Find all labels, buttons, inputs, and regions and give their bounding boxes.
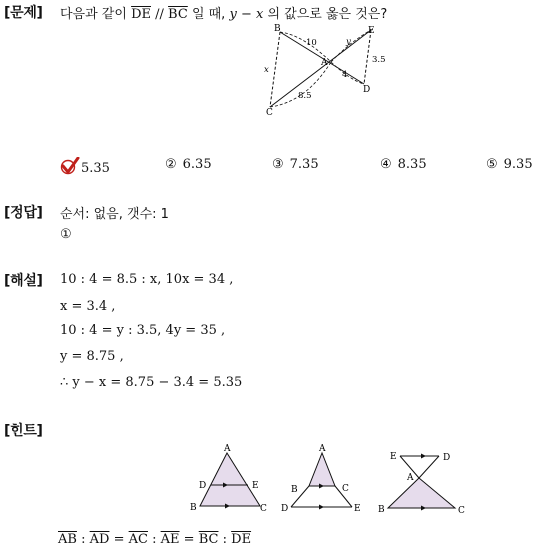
- label-c: C: [266, 108, 273, 118]
- answer-choice: ①: [60, 227, 72, 242]
- explanation-line-2: x = 3.4 ,: [60, 299, 116, 314]
- hint-ratio-sep: :: [222, 532, 227, 547]
- h1-label-b: B: [190, 503, 197, 513]
- h2-label-e: E: [354, 504, 361, 514]
- choice-3-number: ③: [272, 157, 284, 172]
- problem-text-prefix: 다음과 같이: [60, 7, 127, 22]
- h1-label-d: D: [199, 481, 207, 491]
- check-icon: [60, 157, 80, 175]
- parallel-symbol: //: [155, 7, 164, 22]
- hint-figure-2: [278, 440, 368, 516]
- hint-seg-bc: $\overline{BC}$: [198, 532, 219, 547]
- hint-seg-ad: $\overline{AD}$: [89, 532, 110, 547]
- problem-text-suffix: 의 값으로 옳은 것은?: [267, 7, 388, 22]
- h3-label-b: B: [378, 505, 385, 515]
- choice-3-value: 7.35: [289, 157, 319, 172]
- label-d: D: [363, 85, 371, 95]
- hint-formula: [58, 532, 251, 547]
- choice-5-value: 9.35: [503, 157, 533, 172]
- label-b: B: [274, 24, 281, 34]
- h3-label-a: A: [407, 473, 414, 483]
- choice-4[interactable]: [380, 157, 427, 172]
- choice-3[interactable]: [272, 157, 319, 172]
- explanation-tag: [해설]: [4, 273, 43, 289]
- choice-4-number: ④: [380, 157, 392, 172]
- choice-4-value: 8.35: [397, 157, 427, 172]
- choice-1[interactable]: [60, 157, 110, 176]
- choice-1-value: 5.35: [81, 161, 110, 176]
- explanation-line-3: 10 : 4 = y : 3.5, 4y = 35 ,: [60, 323, 226, 338]
- label-a: A: [321, 58, 328, 68]
- explanation-line-1: 10 : 4 = 8.5 : x, 10x = 34 ,: [60, 272, 234, 287]
- segment-bc: $\overline{BC}$: [168, 7, 188, 22]
- answer-tag: [정답]: [4, 205, 43, 221]
- h2-label-a: A: [319, 444, 326, 454]
- h3-label-e: E: [390, 452, 397, 462]
- choice-5[interactable]: [486, 157, 533, 172]
- length-ba: 10: [306, 38, 317, 48]
- length-ae: y: [346, 37, 351, 47]
- hint-seg-de: $\overline{DE}$: [231, 532, 252, 547]
- choice-2-number: ②: [165, 157, 177, 172]
- length-ed: 3.5: [372, 55, 386, 65]
- h2-label-b: B: [291, 485, 298, 495]
- explanation-line-5: ∴ y − x = 8.75 − 3.4 = 5.35: [60, 375, 243, 390]
- hint-figure-1: [180, 440, 270, 516]
- hint-seg-ae: $\overline{AE}$: [160, 532, 180, 547]
- hint-figure-3: [376, 440, 471, 520]
- length-ac: 8.5: [298, 91, 312, 101]
- hint-equals: =: [113, 532, 125, 547]
- length-ad: 4: [342, 70, 348, 80]
- h3-label-d: D: [443, 453, 451, 463]
- answer-order-count: 순서: 없음, 갯수: 1: [60, 207, 169, 222]
- h1-label-e: E: [252, 481, 259, 491]
- problem-text-mid: 일 때,: [191, 7, 226, 22]
- h1-label-a: A: [224, 444, 231, 454]
- hint-equals: =: [183, 532, 195, 547]
- problem-tag: [문제]: [4, 5, 43, 21]
- hint-tag: [힌트]: [4, 423, 43, 439]
- explanation-line-4: y = 8.75 ,: [60, 349, 124, 364]
- problem-figure: [258, 20, 398, 120]
- hint-seg-ab: $\overline{AB}$: [58, 532, 77, 547]
- label-e: E: [368, 26, 375, 36]
- choice-5-number: ⑤: [486, 157, 498, 172]
- h3-label-c: C: [458, 506, 465, 516]
- hint-seg-ac: $\overline{AC}$: [128, 532, 148, 547]
- h2-label-d: D: [281, 504, 289, 514]
- problem-expression: y − x: [229, 7, 264, 22]
- choice-2[interactable]: [165, 157, 212, 172]
- hint-ratio-sep: :: [152, 532, 157, 547]
- hint-ratio-sep: :: [81, 532, 86, 547]
- length-bc: x: [264, 65, 269, 75]
- choice-2-value: 6.35: [182, 157, 212, 172]
- h2-label-c: C: [342, 484, 349, 494]
- segment-de: $\overline{DE}$: [131, 7, 151, 22]
- h1-label-c: C: [260, 504, 267, 514]
